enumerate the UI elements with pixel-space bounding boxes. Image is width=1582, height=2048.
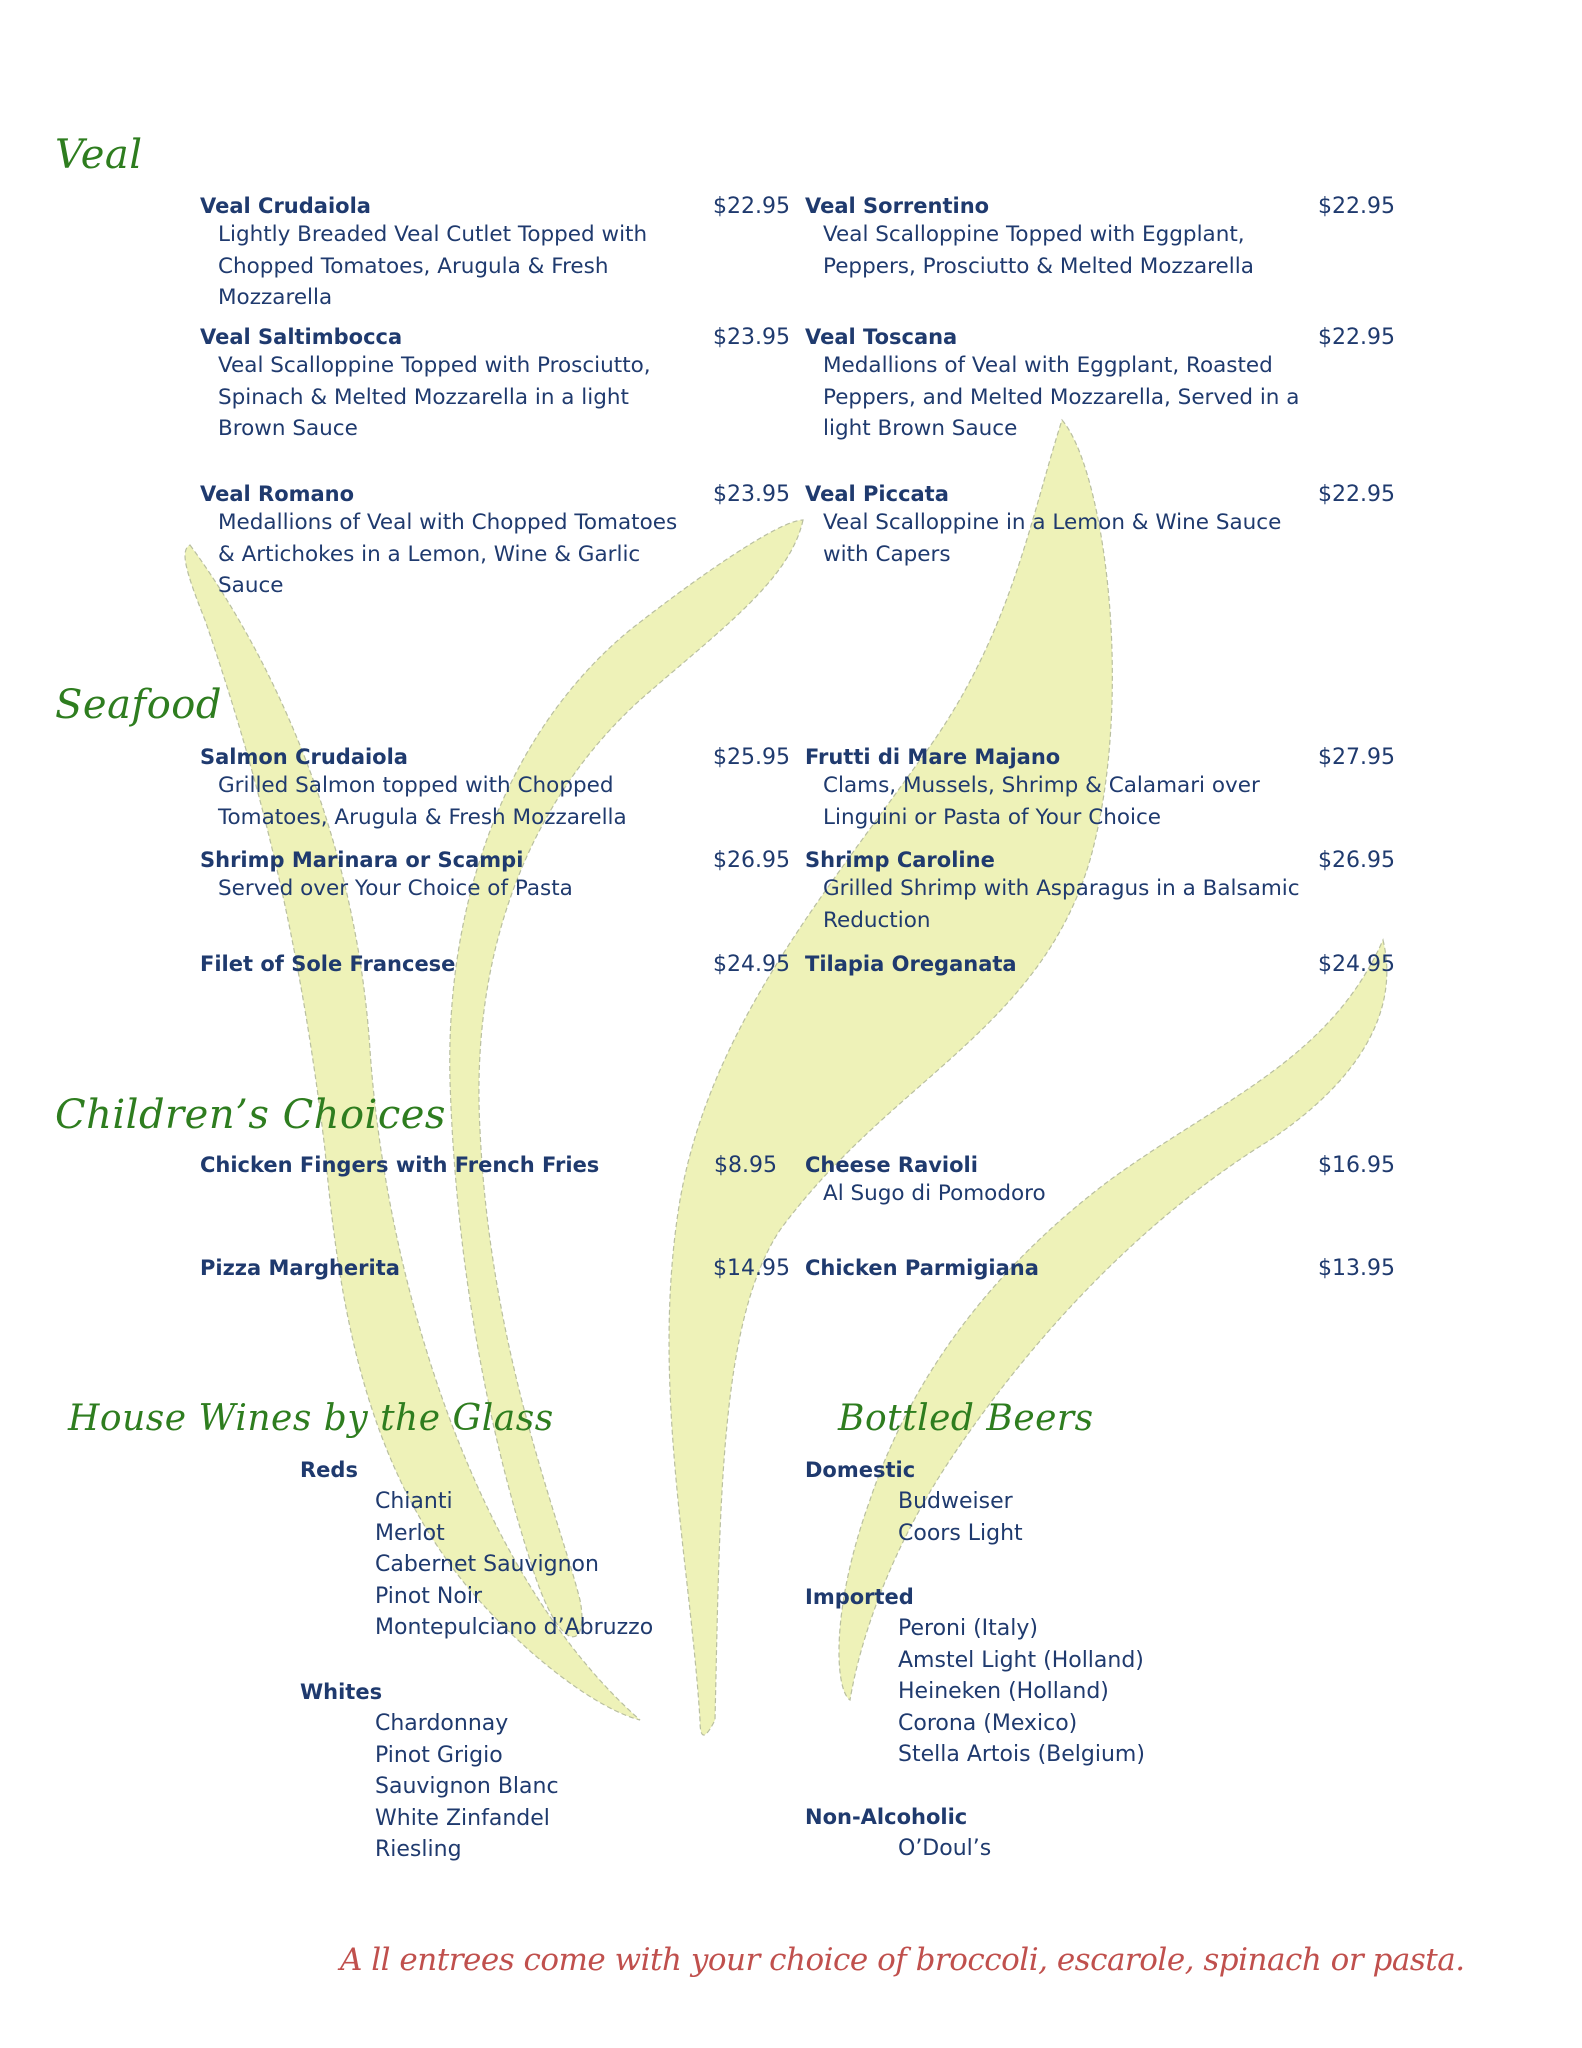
- menu-item: [805, 482, 1395, 570]
- red-wine-list: [375, 1486, 653, 1644]
- item-name: Veal Romano: [200, 482, 355, 506]
- beer-subhead-domestic: Domestic: [805, 1458, 916, 1482]
- menu-item: [805, 325, 1395, 445]
- item-price: $24.95: [713, 952, 790, 977]
- item-name: Salmon Crudaiola: [200, 745, 408, 769]
- list-item: Riesling: [375, 1837, 462, 1862]
- item-description: Grilled Shrimp with Asparagus in a Balsamic Reduction: [823, 876, 1300, 933]
- item-name: Shrimp Marinara or Scampi: [200, 848, 524, 872]
- item-price: $14.95: [713, 1256, 790, 1281]
- item-name: Pizza Margherita: [200, 1256, 400, 1280]
- item-description: Veal Scalloppine Topped with Prosciutto, Spinach & Melted Mozzarella in a light Brown Sauce: [218, 353, 651, 441]
- item-description: Grilled Salmon topped with Chopped Tomatoes, Arugula & Fresh Mozzarella: [218, 773, 627, 830]
- item-name: Tilapia Oreganata: [805, 952, 1017, 976]
- footer-note: A ll entrees come with your choice of broccoli, escarole, spinach or pasta.: [340, 1942, 1465, 1978]
- list-item: Chianti: [375, 1489, 453, 1514]
- menu-item: [805, 1153, 1395, 1210]
- menu-item: [200, 745, 790, 833]
- item-price: $8.95: [714, 1153, 777, 1178]
- item-price: $22.95: [1318, 194, 1395, 219]
- menu-item: [805, 745, 1395, 833]
- section-title-seafood: Seafood: [55, 682, 222, 728]
- item-name: Veal Toscana: [805, 325, 958, 349]
- list-item: Chardonnay: [375, 1711, 509, 1736]
- list-item: Merlot: [375, 1520, 445, 1546]
- item-description: Veal Scalloppine in a Lemon & Wine Sauce with Capers: [823, 510, 1282, 567]
- list-item: White Zinfandel: [375, 1805, 550, 1831]
- item-name: Frutti di Mare Majano: [805, 745, 1061, 769]
- section-title-veal: Veal: [55, 132, 143, 178]
- item-name: Veal Sorrentino: [805, 194, 990, 218]
- wine-subhead-reds: Reds: [300, 1458, 358, 1482]
- list-item: Montepulciano d’Abruzzo: [375, 1615, 654, 1640]
- list-item: Amstel Light (Holland): [898, 1647, 1144, 1673]
- item-name: Veal Crudaiola: [200, 194, 371, 218]
- beer-subhead-imported: Imported: [805, 1585, 914, 1609]
- menu-item: [805, 952, 1395, 977]
- item-price: $13.95: [1318, 1256, 1395, 1281]
- item-description: Served over Your Choice of Pasta: [218, 876, 573, 901]
- item-price: $26.95: [713, 848, 790, 873]
- item-name: Veal Piccata: [805, 482, 949, 506]
- item-price: $24.95: [1318, 952, 1395, 977]
- list-item: Peroni (Italy): [898, 1616, 1038, 1641]
- menu-item: [805, 1256, 1395, 1281]
- item-price: $16.95: [1318, 1153, 1395, 1178]
- beer-subhead-non-alcoholic: Non-Alcoholic: [805, 1805, 968, 1829]
- item-price: $25.95: [713, 745, 790, 770]
- item-description: Medallions of Veal with Chopped Tomatoes & Artichokes in a Lemon, Wine & Garlic Sauce: [218, 510, 678, 598]
- list-item: Budweiser: [898, 1489, 1013, 1514]
- item-description: Lightly Breaded Veal Cutlet Topped with Chopped Tomatoes, Arugula & Fresh Mozzarella: [218, 222, 648, 310]
- item-price: $26.95: [1318, 848, 1395, 873]
- imported-beer-list: [898, 1613, 1145, 1771]
- item-price: $22.95: [1318, 325, 1395, 350]
- list-item: Heineken (Holland): [898, 1679, 1109, 1704]
- white-wine-list: [375, 1708, 559, 1866]
- section-title-bottled-beers: Bottled Beers: [838, 1398, 1094, 1439]
- item-name: Veal Saltimbocca: [200, 325, 403, 349]
- list-item: Pinot Noir: [375, 1583, 482, 1609]
- item-price: $23.95: [713, 325, 790, 350]
- list-item: O’Doul’s: [898, 1836, 992, 1861]
- item-price: $27.95: [1318, 745, 1395, 770]
- menu-item: [200, 194, 790, 314]
- menu-item: [200, 848, 790, 905]
- item-name: Cheese Ravioli: [805, 1153, 978, 1177]
- item-description: Veal Scalloppine Topped with Eggplant, Peppers, Prosciutto & Melted Mozzarella: [823, 222, 1254, 279]
- item-description: Al Sugo di Pomodoro: [823, 1181, 1046, 1206]
- list-item: Cabernet Sauvignon: [375, 1552, 599, 1577]
- item-price: $22.95: [713, 194, 790, 219]
- item-price: $23.95: [713, 482, 790, 507]
- section-title-house-wines: House Wines by the Glass: [68, 1398, 554, 1439]
- section-title-childrens-choices: Children’s Choices: [55, 1092, 446, 1138]
- non-alcoholic-beer-list: [898, 1833, 991, 1865]
- item-name: Shrimp Caroline: [805, 848, 995, 872]
- menu-item: [805, 848, 1395, 936]
- menu-item: [200, 325, 790, 445]
- domestic-beer-list: [898, 1486, 1023, 1549]
- item-name: Chicken Parmigiana: [805, 1256, 1039, 1280]
- item-name: Filet of Sole Francese: [200, 952, 456, 976]
- list-item: Sauvignon Blanc: [375, 1774, 559, 1799]
- list-item: Stella Artois (Belgium): [898, 1742, 1145, 1767]
- item-name: Chicken Fingers with French Fries: [200, 1153, 600, 1177]
- item-price: $22.95: [1318, 482, 1395, 507]
- item-description: Medallions of Veal with Eggplant, Roasted Peppers, and Melted Mozzarella, Served in a light Brown Sauce: [823, 353, 1300, 441]
- wine-subhead-whites: Whites: [300, 1680, 383, 1704]
- menu-item: [200, 1256, 790, 1281]
- item-description: Clams, Mussels, Shrimp & Calamari over Linguini or Pasta of Your Choice: [823, 773, 1260, 830]
- list-item: Coors Light: [898, 1520, 1023, 1546]
- menu-item: [805, 194, 1395, 282]
- list-item: Corona (Mexico): [898, 1710, 1078, 1736]
- list-item: Pinot Grigio: [375, 1742, 503, 1768]
- menu-item: [200, 1153, 790, 1178]
- menu-item: [200, 482, 790, 602]
- menu-item: [200, 952, 790, 977]
